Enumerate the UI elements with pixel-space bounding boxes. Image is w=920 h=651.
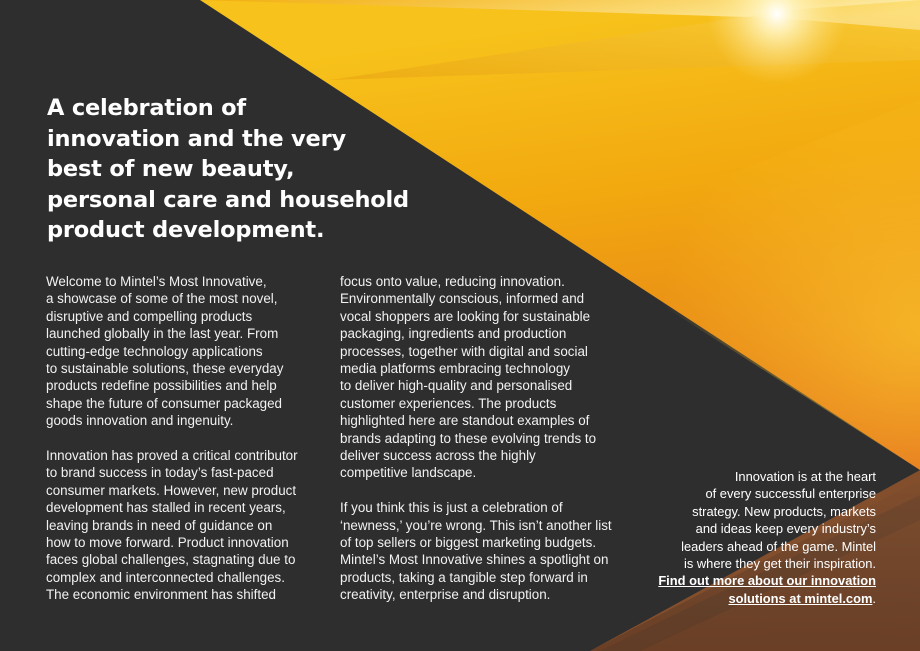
- callout-text: Innovation is at the heart of every successful enterprise strategy. New products, markets and ideas keep every industry’s leaders ahead of the game. Mintel is where they get their inspiration.: [681, 469, 876, 572]
- page-headline: A celebration of innovation and the very best of new beauty, personal care and household product development.: [47, 95, 409, 243]
- body-column-2: [340, 273, 625, 604]
- innovation-callout: [636, 468, 876, 607]
- intro-paragraph: Welcome to Mintel’s Most Innovative, a showcase of some of the most novel, disruptive and compelling products launched globally in the last year. From cutting-edge technology applications to sustainable solutions, these everyday products redefine possibilities and help shape the future of consumer packaged goods innovation and ingenuity.: [46, 274, 284, 429]
- body-column-1: [46, 273, 331, 604]
- link-suffix: .: [872, 590, 876, 606]
- continuation-paragraph: focus onto value, reducing innovation. Environmentally conscious, informed and vocal shoppers are looking for sustainable packaging, ingredients and production processes, together with digital and social media platforms embracing technology to deliver high-quality and personalised customer experiences. The products highlighted here are standout examples of brands adapting to these evolving trends to deliver success across the highly competitive landscape.: [340, 274, 597, 481]
- mintel-link[interactable]: Find out more about our innovation solutions at mintel.com: [658, 573, 876, 606]
- innovation-paragraph: Innovation has proved a critical contributor to brand success in today’s fast-paced consumer markets. However, new product development has stalled in recent years, leaving brands in need of guidance on how to move forward. Product innovation faces global challenges, stagnating due to complex and interconnected challenges. The economic environment has shifted: [46, 448, 298, 603]
- newness-paragraph: If you think this is just a celebration of ‘newness,’ you’re wrong. This isn’t another list of top sellers or biggest marketing budgets. Mintel’s Most Innovative shines a spotlight on products, taking a tangible step forward in creativity, enterprise and disruption.: [340, 500, 612, 603]
